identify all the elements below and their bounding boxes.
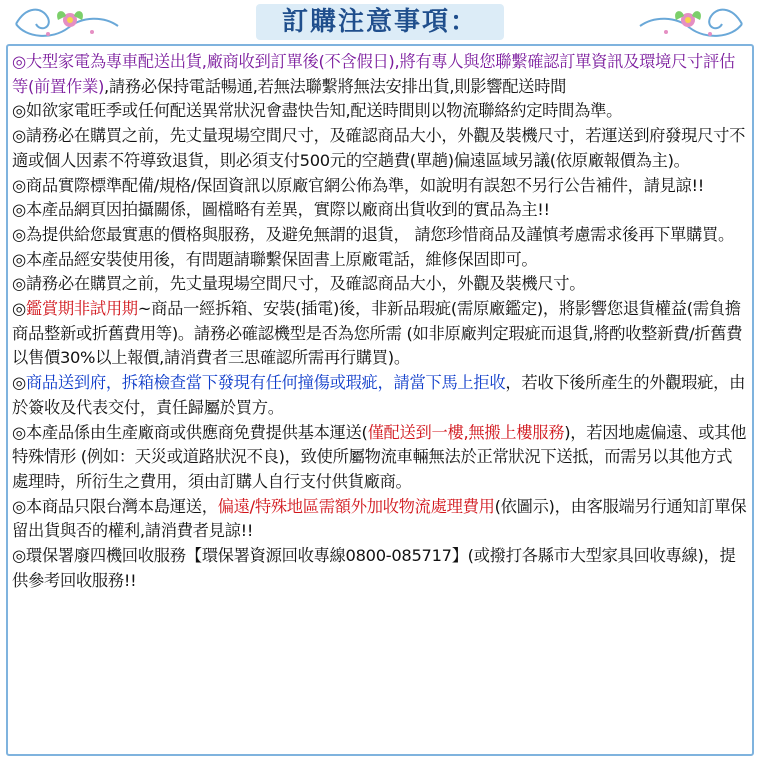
notice-text: ◎ [12, 373, 26, 393]
notice-item [12, 248, 748, 273]
notice-item [12, 198, 748, 223]
notes-list [12, 50, 748, 593]
notice-highlight-red: 鑑賞期非試用期 [25, 299, 138, 319]
notice-text: ,請務必保持電話暢通,若無法聯繫將無法安排出貨,則影響配送時間 [104, 76, 567, 96]
notice-item [12, 495, 748, 544]
notice-text: ◎商品實際標準配備/規格/保固資訊以原廠官網公佈為準，如說明有誤恕不另行公告補件，請見諒!! [12, 175, 704, 195]
notice-item [12, 544, 748, 593]
notice-text: )，若因地處偏遠、或其他特殊情形 (例如：天災或道路狀況不良)，致使所屬物流車輛無法於正常狀況下送抵，而需另以其他方式處理時，所衍生之費用，須由訂購人自行支付供貨廠商。 [12, 422, 747, 491]
notice-text: ~商品一經拆箱、安裝(插電)後，非新品瑕疵(需原廠鑑定)，將影響您退貨權益(需負擔商品整新或折舊費用等)。請務必確認機型是否為您所需 (如非原廠判定瑕疵而退貨,將酌收整新費/折舊費以售價30%以上報價,請消費者三思確認所需再行購買)。 [12, 299, 743, 368]
notice-text: ◎如欲家電旺季或任何配送異常狀況會盡快告知,配送時間則以物流聯絡約定時間為準。 [12, 101, 623, 121]
notice-text: ◎本產品係由生產廠商或供應商免費提供基本運送( [12, 422, 368, 442]
floral-ornament-icon [636, 2, 746, 42]
notice-highlight-blue: 商品送到府，拆箱檢查當下發現有任何撞傷或瑕疵，請當下馬上拒收 [25, 373, 506, 393]
notice-item [12, 272, 748, 297]
notice-item [12, 421, 748, 495]
notice-item [12, 223, 748, 248]
notice-text: ◎本產品網頁因拍攝關係，圖檔略有差異，實際以廠商出貨收到的實品為主!! [12, 200, 550, 220]
notice-text: ◎為提供給您最實惠的價格與服務，及避免無謂的退貨， 請您珍惜商品及謹慎考慮需求後再下單購買。 [12, 224, 734, 244]
header [0, 0, 760, 44]
notice-text: ◎環保署廢四機回收服務【環保署資源回收專線0800-085717】(或撥打各縣市大型家具回收專線)，提供參考回收服務!! [12, 546, 736, 590]
notice-text: ◎請務必在購買之前，先丈量現場空間尺寸，及確認商品大小，外觀及裝機尺寸。 [12, 274, 586, 294]
notice-item [12, 50, 748, 99]
notice-text: ◎本商品只限台灣本島運送， [12, 496, 218, 516]
notice-item [12, 174, 748, 199]
page-title: 訂購注意事項： [281, 7, 478, 37]
notice-item [12, 124, 748, 173]
floral-ornament-icon [12, 2, 122, 42]
notice-item [12, 371, 748, 420]
notice-item [12, 99, 748, 124]
notice-text: ，若收下後所產生的外觀瑕疵，由於簽收及代表交付，責任歸屬於買方。 [12, 373, 746, 417]
notice-text: ◎請務必在購買之前，先丈量現場空間尺寸，及確認商品大小，外觀及裝機尺寸，若運送到府發現尺寸不適或個人因素不符導致退貨，則必須支付500元的空趟費(單趟)偏遠區域另議(依原廠報價為主)。 [12, 126, 746, 170]
notice-highlight-red: 偏遠/特殊地區需額外加收物流處理費用 [217, 496, 495, 516]
notice-item [12, 297, 748, 371]
notice-highlight-red: 僅配送到一樓,無搬上樓服務 [367, 422, 565, 442]
notice-highlight-purple: ◎大型家電為專車配送出貨,廠商收到訂單後(不含假日),將有專人與您聯繫確認訂單資訊及環境尺寸評估等(前置作業) [12, 52, 735, 96]
notes-box [6, 44, 754, 756]
notice-text: ◎本產品經安裝使用後，有問題請聯繫保固書上原廠電話，維修保固即可。 [12, 249, 538, 269]
notice-text: ◎ [12, 299, 26, 319]
notice-text: (依圖示)，由客服端另行通知訂單保留出貨與否的權利,請消費者見諒!! [12, 496, 747, 541]
